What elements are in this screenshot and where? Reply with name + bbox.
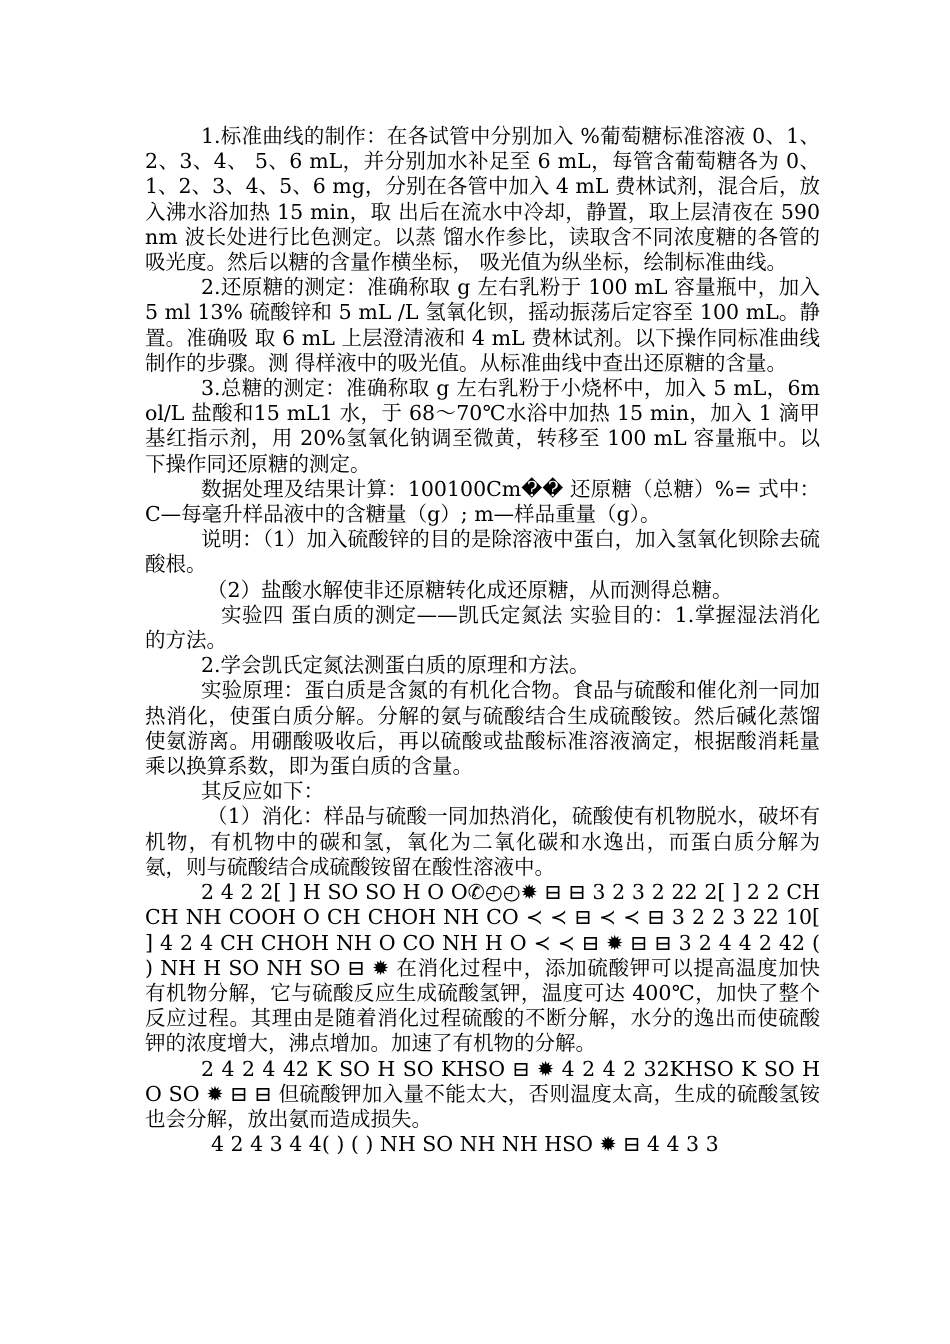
paragraph-experiment-title: 实验四 蛋白质的测定——凯氏定氮法 实验目的：1.掌握湿法消化的方法。 [145, 602, 820, 653]
paragraph-equations-3: 4 2 4 3 4 4( ) ( ) NH SO NH NH HSO ✹ ⊟ 4 4 3 3 [211, 1132, 719, 1157]
paragraph-objective-2: 2.学会凯氏定氮法测蛋白质的原理和方法。 [201, 653, 590, 678]
paragraph-reactions-intro: 其反应如下： [201, 779, 324, 804]
paragraph-note-2: （2）盐酸水解使非还原糖转化成还原糖，从而测得总糖。 [207, 577, 733, 602]
document-body [145, 124, 820, 1157]
paragraph-equations-1: 2 4 2 2[ ] H SO SO H O O✆◴◴✹ ⊟ ⊟ 3 2 3 2 22 2[ ] 2 2 CH CH NH COOH O CH CHOH NH CO ≺ ≺ ⊟ ≺ ≺ ⊟ 3 2 2 3 22 10[ ] 4 2 4 CH CHOH NH O CO NH H O ≺ ≺ ⊟ ✹ ⊟ ⊟ 3 2 4 4 2 42 ( ) NH H SO NH SO ⊟ ✹ 在消化过程中，添加硫酸钾可以提高温度加快有机物分解，它与硫酸反应生成硫酸氢钾，温度可达 400℃，加快了整个反应过程。其理由是随着消化过程硫酸的不断分解，水分的逸出而使硫酸钾的浓度增大，沸点增加。加速了有机物的分解。 [145, 880, 820, 1056]
paragraph-note-1: 说明：（1）加入硫酸锌的目的是除溶液中蛋白，加入氢氧化钡除去硫酸根。 [145, 527, 820, 577]
paragraph-total-sugar: 3.总糖的测定：准确称取 g 左右乳粉于小烧杯中，加入 5 mL，6mol/L 盐酸和15 mL1 水，于 68～70℃水浴中加热 15 min，加入 1 滴甲基红指示剂，用 20%氢氧化钠调至微黄，转移至 100 mL 容量瓶中。以下操作同还原糖的测定。 [145, 376, 820, 476]
paragraph-equations-2: 2 4 2 4 42 K SO H SO KHSO ⊟ ✹ 4 2 4 2 32KHSO K SO H O SO ✹ ⊟ ⊟ 但硫酸钾加入量不能太大，否则温度太高，生成的硫酸氢铵也会分解，放出氨而造成损失。 [145, 1056, 820, 1131]
paragraph-data-processing: 数据处理及结果计算：100100Cm�� 还原糖（总糖）%= 式中：C—每毫升样品液中的含糖量（g）; m—样品重量（g）。 [145, 476, 820, 527]
paragraph-principle: 实验原理：蛋白质是含氮的有机化合物。食品与硫酸和催化剂一同加热消化，使蛋白质分解。分解的氨与硫酸结合生成硫酸铵。然后碱化蒸馏使氨游离。用硼酸吸收后，再以硫酸或盐酸标准溶液滴定，根据酸消耗量乘以换算系数，即为蛋白质的含量。 [145, 678, 820, 779]
paragraph-standard-curve: 1.标准曲线的制作：在各试管中分别加入 %葡萄糖标准溶液 0、1、2、3、4、 5、6 mL，并分别加水补足至 6 mL，每管含葡萄糖各为 0、1、2、3、4、5、6 mg，分别在各管中加入 4 mL 费林试剂，混合后，放入沸水浴加热 15 min，取 出后在流水中冷却，静置，取上层清夜在 590 nm 波长处进行比色测定。以蒸 馏水作参比，读取含不同浓度糖的各管的吸光度。然后以糖的含量作横坐标， 吸光值为纵坐标，绘制标准曲线。 [145, 124, 820, 275]
paragraph-reducing-sugar: 2.还原糖的测定：准确称取 g 左右乳粉于 100 mL 容量瓶中，加入 5 ml 13% 硫酸锌和 5 mL /L 氢氧化钡，摇动振荡后定容至 100 mL。静置。准确吸 取 6 mL 上层澄清液和 4 mL 费林试剂。以下操作同标准曲线制作的步骤。测 得样液中的吸光值。从标准曲线中查出还原糖的含量。 [145, 275, 820, 375]
paragraph-digestion: （1）消化：样品与硫酸一同加热消化，硫酸使有机物脱水，破坏有机物，有机物中的碳和氢，氧化为二氧化碳和水逸出，而蛋白质分解为氨，则与硫酸结合成硫酸铵留在酸性溶液中。 [145, 804, 820, 879]
